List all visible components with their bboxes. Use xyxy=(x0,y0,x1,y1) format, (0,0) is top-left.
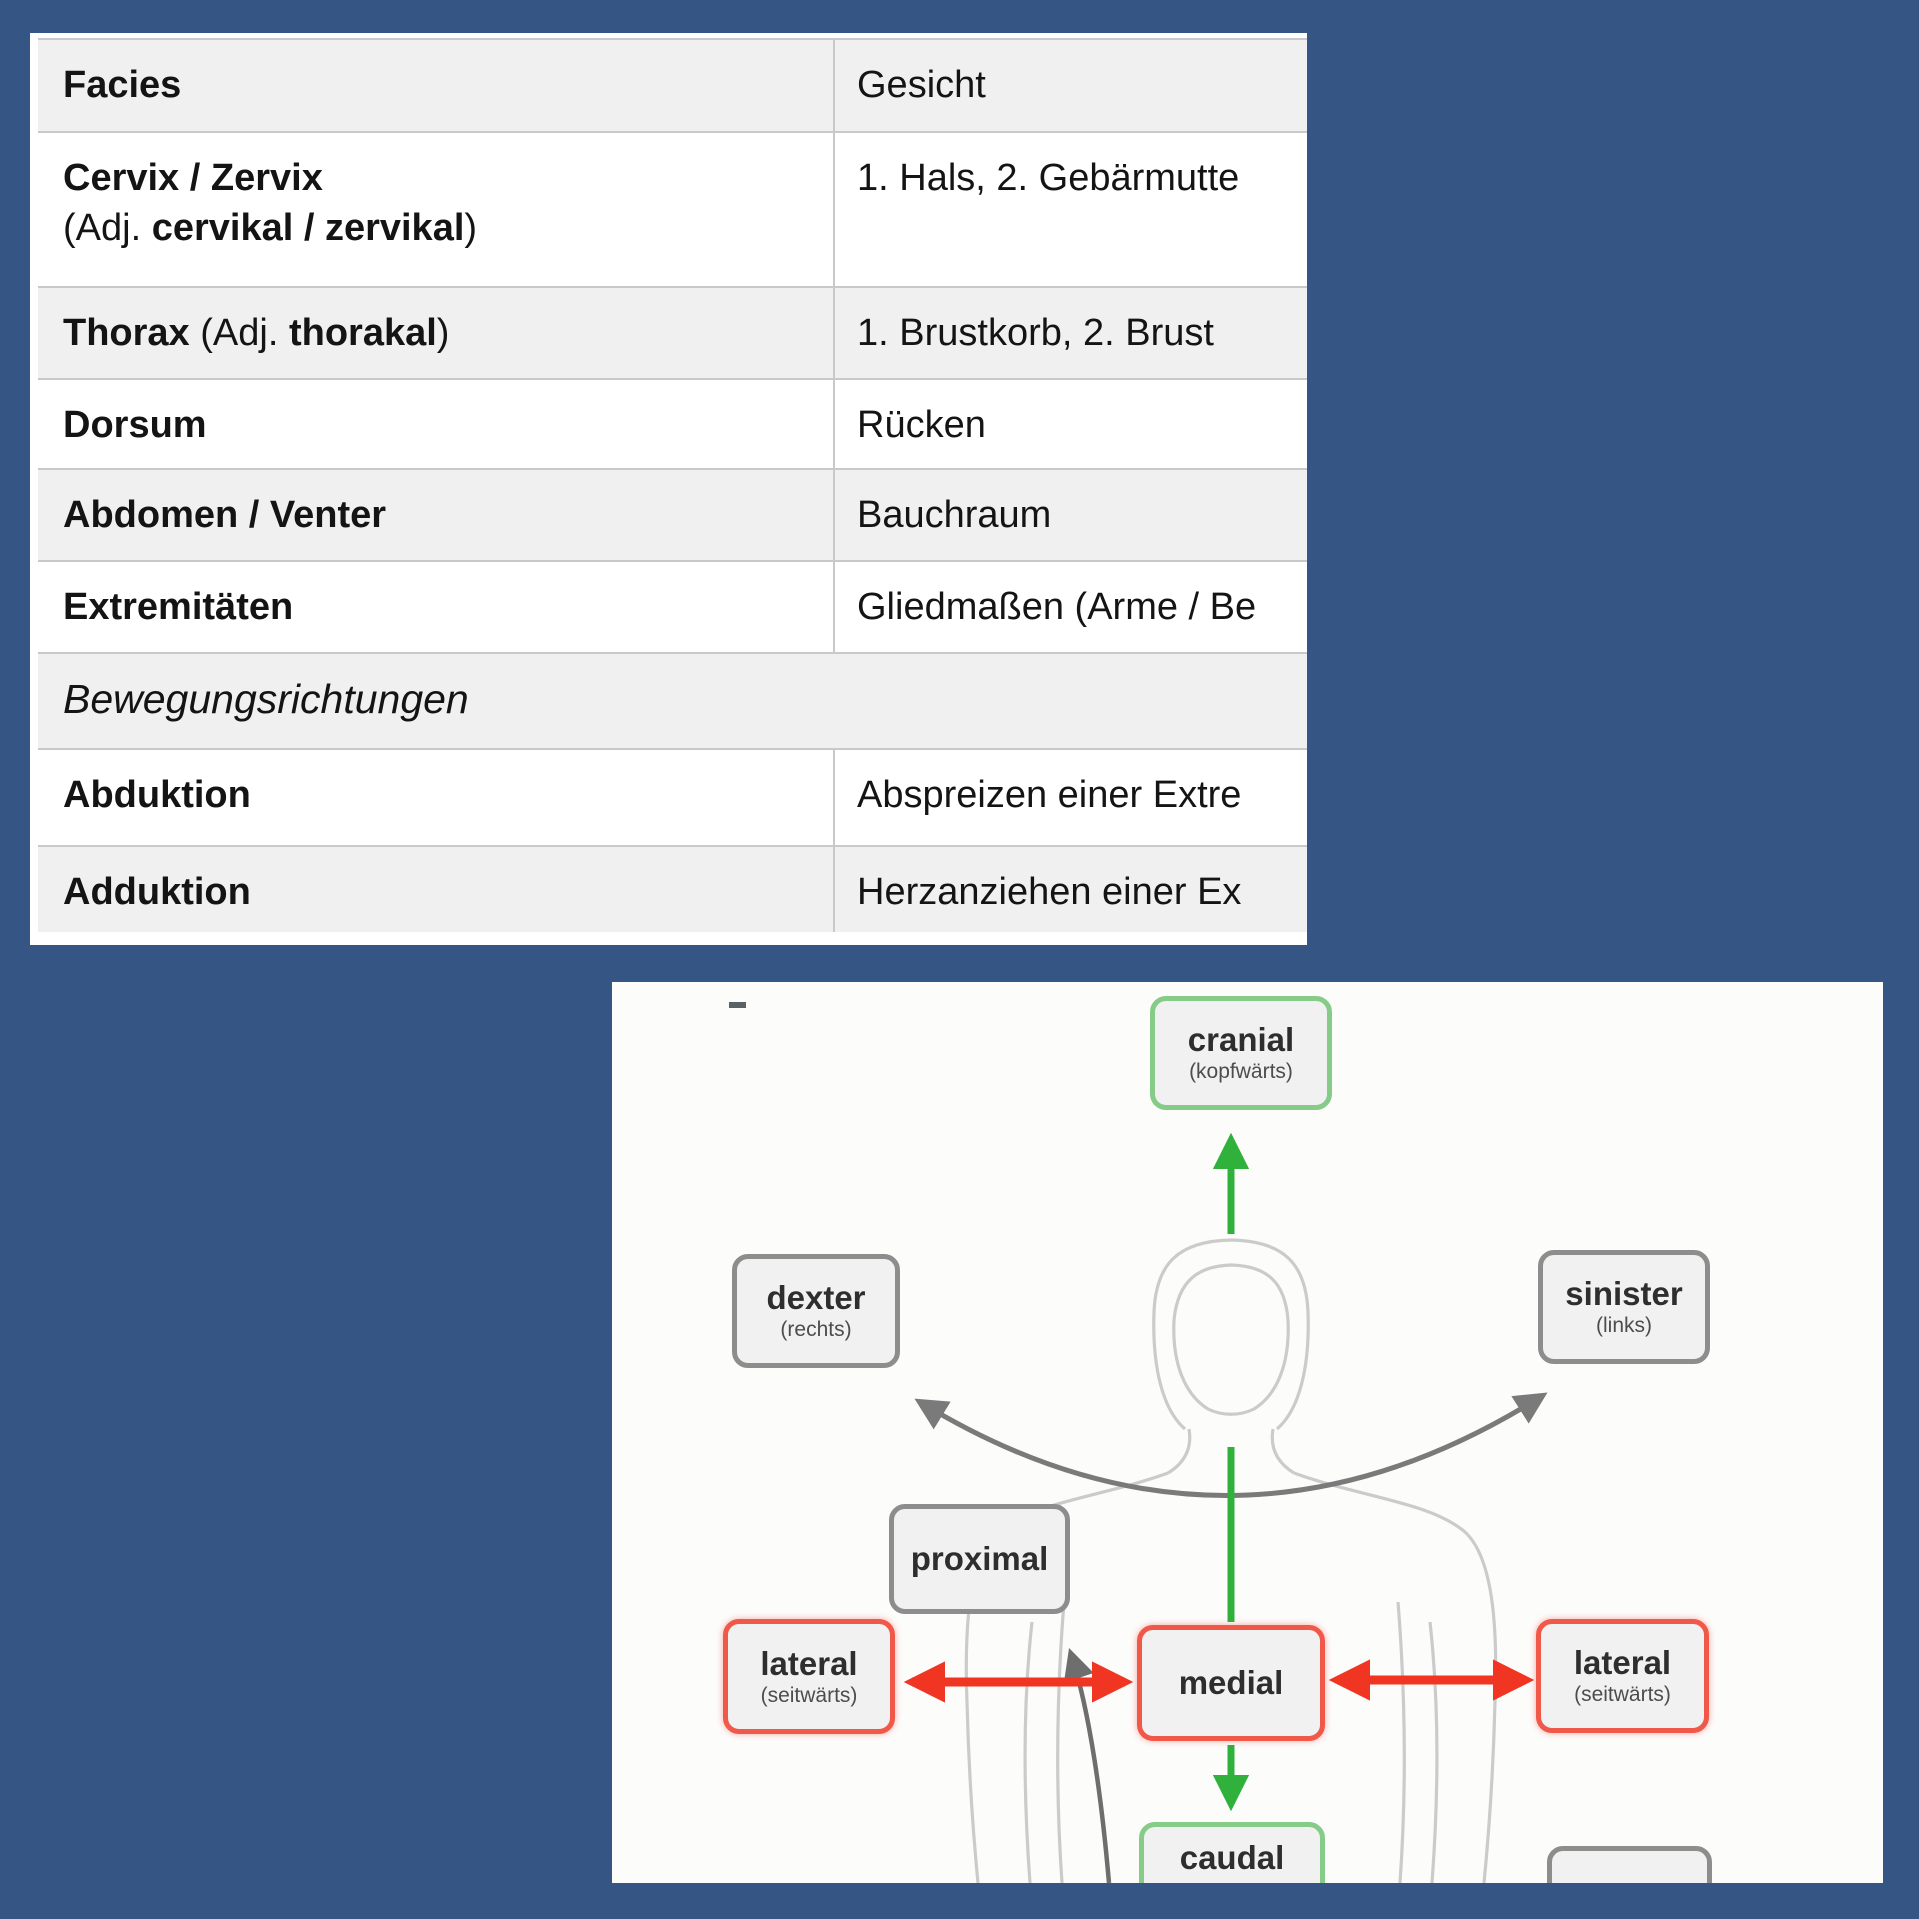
table-cell-term: Dorsum xyxy=(63,404,207,446)
table-cell-definition: Abspreizen einer Extre xyxy=(833,750,1307,845)
table-cell-definition: 1. Brustkorb, 2. Brust xyxy=(833,288,1307,378)
table-cell-term: Cervix / Zervix (Adj. cervikal / zervikal) xyxy=(63,157,478,249)
box-label: cranial xyxy=(1187,1021,1295,1058)
table-row xyxy=(38,38,1307,131)
box-label: sinister xyxy=(1565,1275,1683,1312)
table-cell-term: Abdomen / Venter xyxy=(63,494,387,536)
box-sublabel: (seitwärts) xyxy=(1574,1683,1671,1706)
terms-table-rows xyxy=(38,38,1307,932)
box-sublabel: (links) xyxy=(1596,1314,1652,1337)
table-row xyxy=(38,378,1307,468)
table-row xyxy=(38,560,1307,652)
diagram-figure xyxy=(612,982,1883,1883)
proximal-distal-arrow xyxy=(1071,1654,1109,1883)
diagram-box-dexter xyxy=(732,1254,900,1368)
table-cell-term: Abduktion xyxy=(63,774,251,816)
table-cell-term: Adduktion xyxy=(63,871,251,913)
stray-mark xyxy=(729,1002,746,1008)
table-row xyxy=(38,131,1307,286)
box-label: lateral xyxy=(760,1644,858,1682)
table-cell-definition: Herzanziehen einer Ex xyxy=(833,847,1307,932)
box-label: proximal xyxy=(910,1540,1049,1577)
box-sublabel: (kopfwärts) xyxy=(1189,1060,1293,1083)
table-cell-definition: Gliedmaßen (Arme / Be xyxy=(833,562,1307,652)
box-label: caudal xyxy=(1179,1839,1285,1876)
diagram-box-lateral-right xyxy=(1536,1619,1709,1733)
table-row xyxy=(38,286,1307,378)
diagram-box-sinister xyxy=(1538,1250,1710,1364)
diagram-box-proximal xyxy=(889,1504,1070,1614)
diagram-box-cranial xyxy=(1150,996,1332,1110)
table-cell-term: Extremitäten xyxy=(63,586,294,628)
table-cell-term: Facies xyxy=(63,64,182,106)
table-section-row xyxy=(38,652,1307,748)
table-row xyxy=(38,845,1307,932)
diagram-box-partial xyxy=(1547,1846,1712,1883)
terminology-table xyxy=(30,33,1307,945)
box-sublabel: (seitwärts) xyxy=(760,1683,858,1707)
box-sublabel: (rechts) xyxy=(780,1318,852,1341)
table-row xyxy=(38,748,1307,845)
diagram-box-caudal xyxy=(1139,1822,1325,1883)
table-cell-term: Bewegungsrichtungen xyxy=(63,676,469,722)
table-row xyxy=(38,468,1307,560)
table-cell-term: Thorax (Adj. thorakal) xyxy=(63,312,450,354)
diagram-box-medial xyxy=(1137,1625,1325,1741)
table-cell-definition: Bauchraum xyxy=(833,470,1307,560)
table-cell-definition: Rücken xyxy=(833,380,1307,468)
anatomy-directions-diagram xyxy=(612,982,1883,1883)
table-cell-definition: Gesicht xyxy=(833,40,1307,131)
diagram-box-lateral-left xyxy=(723,1619,895,1734)
box-label: medial xyxy=(1178,1664,1284,1701)
box-label: lateral xyxy=(1573,1644,1672,1681)
box-label: dexter xyxy=(766,1279,866,1316)
table-cell-definition: 1. Hals, 2. Gebärmutte xyxy=(833,133,1307,286)
